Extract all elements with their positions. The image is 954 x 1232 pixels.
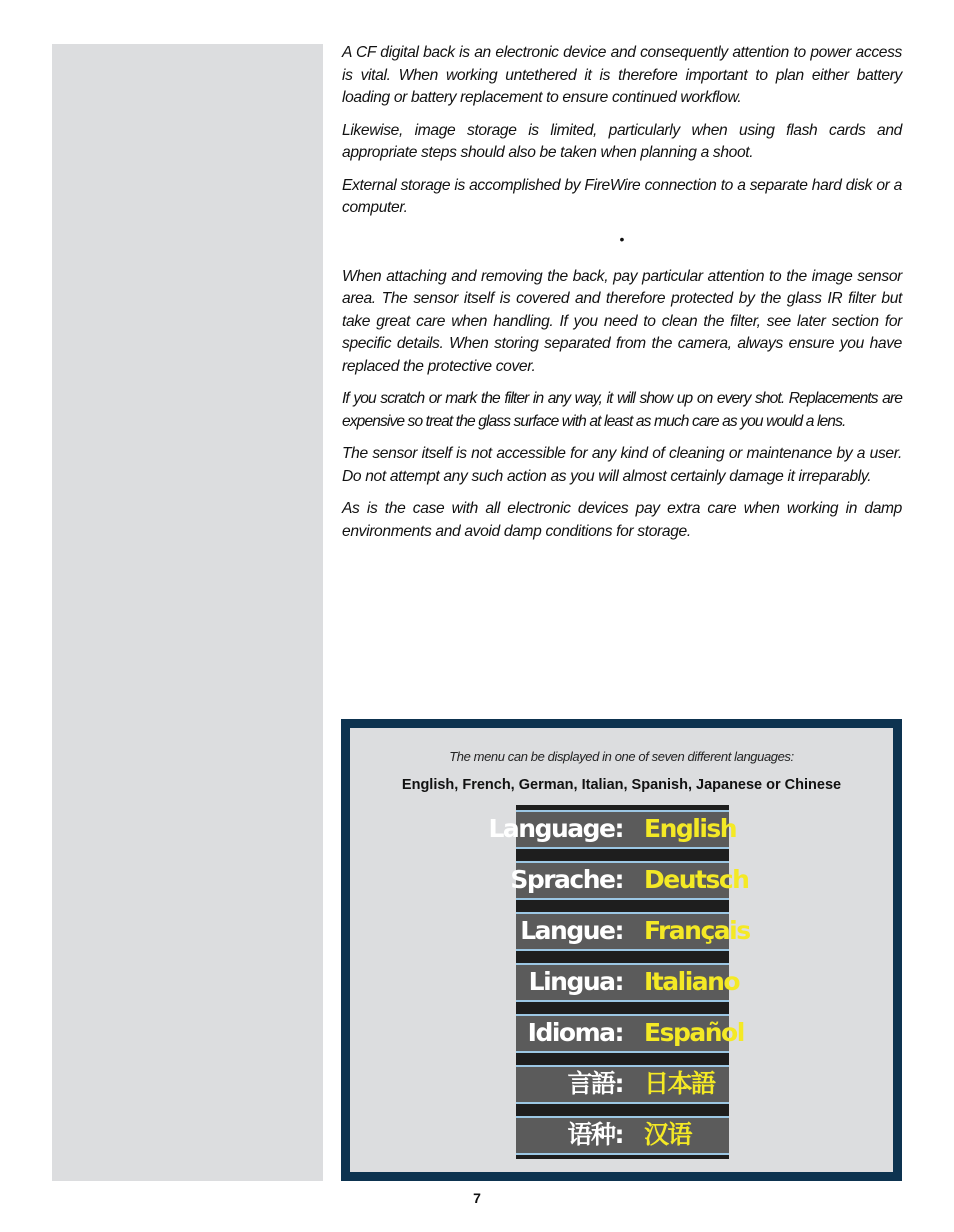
menu-row-value: 日本語: [644, 1069, 715, 1098]
menu-row-german: [510, 856, 749, 907]
language-callout-box: [341, 719, 902, 1181]
menu-row-french: [516, 907, 750, 958]
language-menu-screenshot: [488, 805, 750, 1159]
body-text: [342, 42, 902, 553]
callout-caption: The menu can be displayed in one of seven different languages:: [449, 749, 794, 764]
menu-row-spanish: [516, 1009, 744, 1060]
paragraph-damp-environments: As is the case with all electronic devices pay extra care when working in damp environments and avoid damp conditions for storage.: [342, 500, 902, 540]
menu-row-label: Language:: [488, 814, 623, 843]
paragraph-image-storage: Likewise, image storage is limited, particularly when using flash cards and appropriate steps should also be taken when planning a shoot.: [342, 121, 902, 161]
menu-row-italian: [516, 958, 740, 1009]
menu-row-value: Italiano: [644, 967, 740, 996]
menu-row-label: Idioma:: [527, 1018, 623, 1047]
paragraph-filter-scratch: If you scratch or mark the filter in any way, it will show up on every shot. Replacements are expensive so treat the glass surface with at least as much care as you would a lens.: [342, 390, 902, 430]
menu-row-chinese: [516, 1111, 729, 1159]
menu-row-value: Deutsch: [644, 865, 749, 894]
menu-row-value: Français: [644, 916, 750, 945]
menu-row-label: 语种:: [567, 1120, 623, 1149]
menu-row-value: Español: [644, 1018, 744, 1047]
paragraph-power-access: A CF digital back is an electronic device and consequently attention to power access is vital. When working untethered it is therefore important to plan either battery loading or battery replacement to ensure continued workflow.: [342, 44, 902, 106]
paragraph-sensor-care: When attaching and removing the back, pay particular attention to the image sensor area. The sensor itself is covered and therefore protected by the glass IR filter but take great care when handling. If you need to clean the filter, see later section for specific details. When storing separated from the camera, always ensure you have replaced the protective cover.: [342, 267, 902, 375]
paragraph-sensor-maintenance: The sensor itself is not accessible for any kind of cleaning or maintenance by a user. Do not attempt any such action as you will almost certainly damage it irreparably.: [342, 445, 902, 485]
menu-row-label: 言語:: [567, 1069, 623, 1098]
menu-row-value: English: [644, 814, 737, 843]
menu-row-label: Langue:: [520, 916, 623, 945]
menu-row-label: Lingua:: [528, 967, 623, 996]
menu-row-japanese: [516, 1060, 729, 1111]
menu-row-label: Sprache:: [510, 865, 623, 894]
menu-row-value: 汉语: [644, 1120, 692, 1149]
paragraph-external-storage: External storage is accomplished by FireWire connection to a separate hard disk or a computer.: [342, 176, 902, 216]
sidebar-panel: [52, 44, 323, 1181]
menu-row-english: [488, 805, 737, 856]
page-number: 7: [473, 1190, 481, 1206]
bullet-separator: •: [619, 230, 625, 247]
callout-language-list: English, French, German, Italian, Spanish, Japanese or Chinese: [401, 777, 842, 793]
